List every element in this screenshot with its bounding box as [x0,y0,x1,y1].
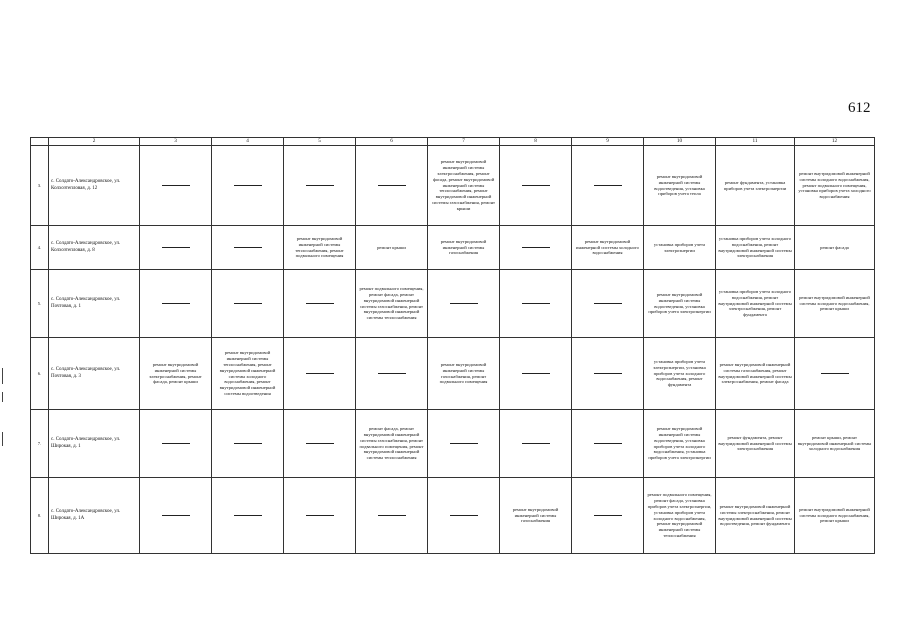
dash-mark [821,373,849,374]
work-cell: ремонт фасада, ремонт внутридомовой инженерной системы газоснабжения, ремонт подвального помещения, ремонт внутридомовой инженерной системы теплоснабжения [356,410,428,478]
table-row [31,410,875,478]
empty-cell [284,338,356,410]
empty-cell [140,270,212,338]
empty-cell [500,146,572,226]
margin-mark [2,392,3,402]
margin-mark [2,368,3,384]
address-cell: с. Солдато-Александровское, ул. Широкая, д. 1 [49,410,140,478]
work-cell: ремонт внутридомовой инженерной системы холодного водоснабжения, ремонт подвального помещения, установка приборов учета холодного водоснабжения [795,146,875,226]
header-cell: 7 [428,138,500,146]
empty-cell [212,410,284,478]
dash-mark [594,373,622,374]
address-cell: с. Солдато-Александровское, ул. Колхозтепловая, д. 12 [49,146,140,226]
header-cell [31,138,49,146]
work-cell: ремонт внутридомовой инженерной системы холодного водоснабжения [572,226,644,270]
work-cell: ремонт подвального помещения, ремонт фасада, установка приборов учета электроэнергии, установка приборов учета холодного водоснабжения, ремонт внутридомовой инженерной системы теплоснабжения [644,478,716,554]
dash-mark [522,303,550,304]
header-cell: 3 [140,138,212,146]
empty-cell [428,478,500,554]
dash-mark [450,303,478,304]
header-cell: 10 [644,138,716,146]
work-cell: ремонт фундамента, ремонт внутридомовой инженерной системы электроснабжения [716,410,795,478]
dash-mark [378,373,406,374]
work-cell: ремонт внутридомовой инженерной системы газоснабжения [500,478,572,554]
header-cell: 4 [212,138,284,146]
table-row [31,270,875,338]
dash-mark [450,515,478,516]
empty-cell [500,338,572,410]
dash-mark [234,443,262,444]
empty-cell [500,226,572,270]
dash-mark [522,443,550,444]
dash-mark [234,303,262,304]
dash-mark [594,303,622,304]
work-cell: ремонт внутридомовой инженерной системы водоотведения, установка приборов учета холодного водоснабжения, установка приборов учета электроэнергии [644,410,716,478]
work-cell: ремонт крыши, ремонт внутридомовой инженерной системы холодного водоснабжения [795,410,875,478]
row-number: 4. [31,226,49,270]
empty-cell [500,270,572,338]
work-cell: установка приборов учета электроэнергии, установка приборов учета холодного водоснабжения, ремонт фундамента [644,338,716,410]
page-number: 612 [848,100,871,116]
work-cell: ремонт крыши [356,226,428,270]
dash-mark [234,515,262,516]
work-cell: ремонт внутридомовой инженерной системы водоотведения, установка приборов учета тепла [644,146,716,226]
address-cell: с. Солдато-Александровское, ул. Почтовая, д. 3 [49,338,140,410]
empty-cell [140,226,212,270]
header-cell: 11 [716,138,795,146]
address-cell: с. Солдато-Александровское, ул. Почтовая, д. 1 [49,270,140,338]
empty-cell [356,478,428,554]
dash-mark [378,515,406,516]
margin-mark [2,432,3,446]
work-cell: ремонт внутридомовой инженерной системы электроснабжения, ремонт внутридомовой инженерной системы водоотведения, ремонт фундамента [716,478,795,554]
work-cell: ремонт фасада [795,226,875,270]
dash-mark [306,373,334,374]
table-row [31,226,875,270]
dash-mark [162,515,190,516]
empty-cell [140,146,212,226]
empty-cell [500,410,572,478]
empty-cell [572,338,644,410]
empty-cell [212,146,284,226]
address-cell: с. Солдато-Александровское, ул. Колхозтепловая, д. 8 [49,226,140,270]
empty-cell [572,146,644,226]
empty-cell [572,478,644,554]
work-cell: ремонт внутридомовой инженерной системы электроснабжения, ремонт фасада, ремонт внутридомовой инженерной системы теплоснабжения, ремонт внутридомовой инженерной системы газоснабжения, ремонт крыши [428,146,500,226]
row-number: 7. [31,410,49,478]
dash-mark [306,443,334,444]
empty-cell [284,410,356,478]
empty-cell [284,270,356,338]
work-cell: установка приборов учета холодного водоснабжения, ремонт внутридомовой инженерной системы электроснабжения, ремонт фундамента [716,270,795,338]
empty-cell [795,338,875,410]
empty-cell [212,478,284,554]
table-row [31,146,875,226]
dash-mark [378,185,406,186]
header-cell: 6 [356,138,428,146]
dash-mark [234,247,262,248]
dash-mark [162,247,190,248]
empty-cell [212,226,284,270]
empty-cell [428,410,500,478]
empty-cell [356,338,428,410]
dash-mark [594,185,622,186]
header-cell: 9 [572,138,644,146]
empty-cell [284,146,356,226]
header-row [31,138,875,146]
work-cell: ремонт внутридомовой инженерной системы газоснабжения, ремонт внутридомовой инженерной системы электроснабжения, ремонт фасада [716,338,795,410]
dash-mark [306,515,334,516]
row-number: 8. [31,478,49,554]
dash-mark [162,303,190,304]
header-cell: 5 [284,138,356,146]
empty-cell [284,478,356,554]
dash-mark [522,247,550,248]
empty-cell [140,410,212,478]
empty-cell [428,270,500,338]
dash-mark [522,185,550,186]
address-cell: с. Солдато-Александровское, ул. Широкая, д. 1А [49,478,140,554]
row-number: 3. [31,146,49,226]
table-row [31,338,875,410]
work-cell: установка приборов учета электроэнергии [644,226,716,270]
row-number: 5. [31,270,49,338]
table-row [31,478,875,554]
works-table [30,137,875,554]
work-cell: ремонт внутридомовой инженерной системы теплоснабжения, ремонт внутридомовой инженерной системы холодного водоснабжения, ремонт внутридомовой инженерной системы водоотведения [212,338,284,410]
work-cell: ремонт внутридомовой инженерной системы электроснабжения, ремонт фасада, ремонт крыши [140,338,212,410]
row-number: 6. [31,338,49,410]
work-cell: ремонт внутридомовой инженерной системы водоотведения, установка приборов учета электроэнергии [644,270,716,338]
work-cell: ремонт подвального помещения, ремонт фасада, ремонт внутридомовой инженерной системы газоснабжения, ремонт внутридомовой инженерной системы теплоснабжения [356,270,428,338]
header-cell: 8 [500,138,572,146]
empty-cell [356,146,428,226]
dash-mark [594,443,622,444]
work-cell: ремонт внутридомовой инженерной системы газоснабжения, ремонт подвального помещения [428,338,500,410]
header-cell: 2 [49,138,140,146]
dash-mark [234,185,262,186]
dash-mark [594,515,622,516]
empty-cell [212,270,284,338]
header-cell: 12 [795,138,875,146]
dash-mark [306,303,334,304]
dash-mark [522,373,550,374]
work-cell: ремонт внутридомовой инженерной системы холодного водоснабжения, ремонт крыши [795,270,875,338]
empty-cell [572,270,644,338]
work-cell: установка приборов учета холодного водоснабжения, ремонт внутридомовой инженерной системы электроснабжения [716,226,795,270]
work-cell: ремонт внутридомовой инженерной системы газоснабжения [428,226,500,270]
work-cell: ремонт фундамента, установка приборов учета электроэнергии [716,146,795,226]
dash-mark [450,443,478,444]
work-cell: ремонт внутридомовой инженерной системы холодного водоснабжения, ремонт крыши [795,478,875,554]
dash-mark [162,443,190,444]
work-cell: ремонт внутридомовой инженерной системы теплоснабжения, ремонт подвального помещения [284,226,356,270]
dash-mark [306,185,334,186]
dash-mark [162,185,190,186]
empty-cell [140,478,212,554]
empty-cell [572,410,644,478]
